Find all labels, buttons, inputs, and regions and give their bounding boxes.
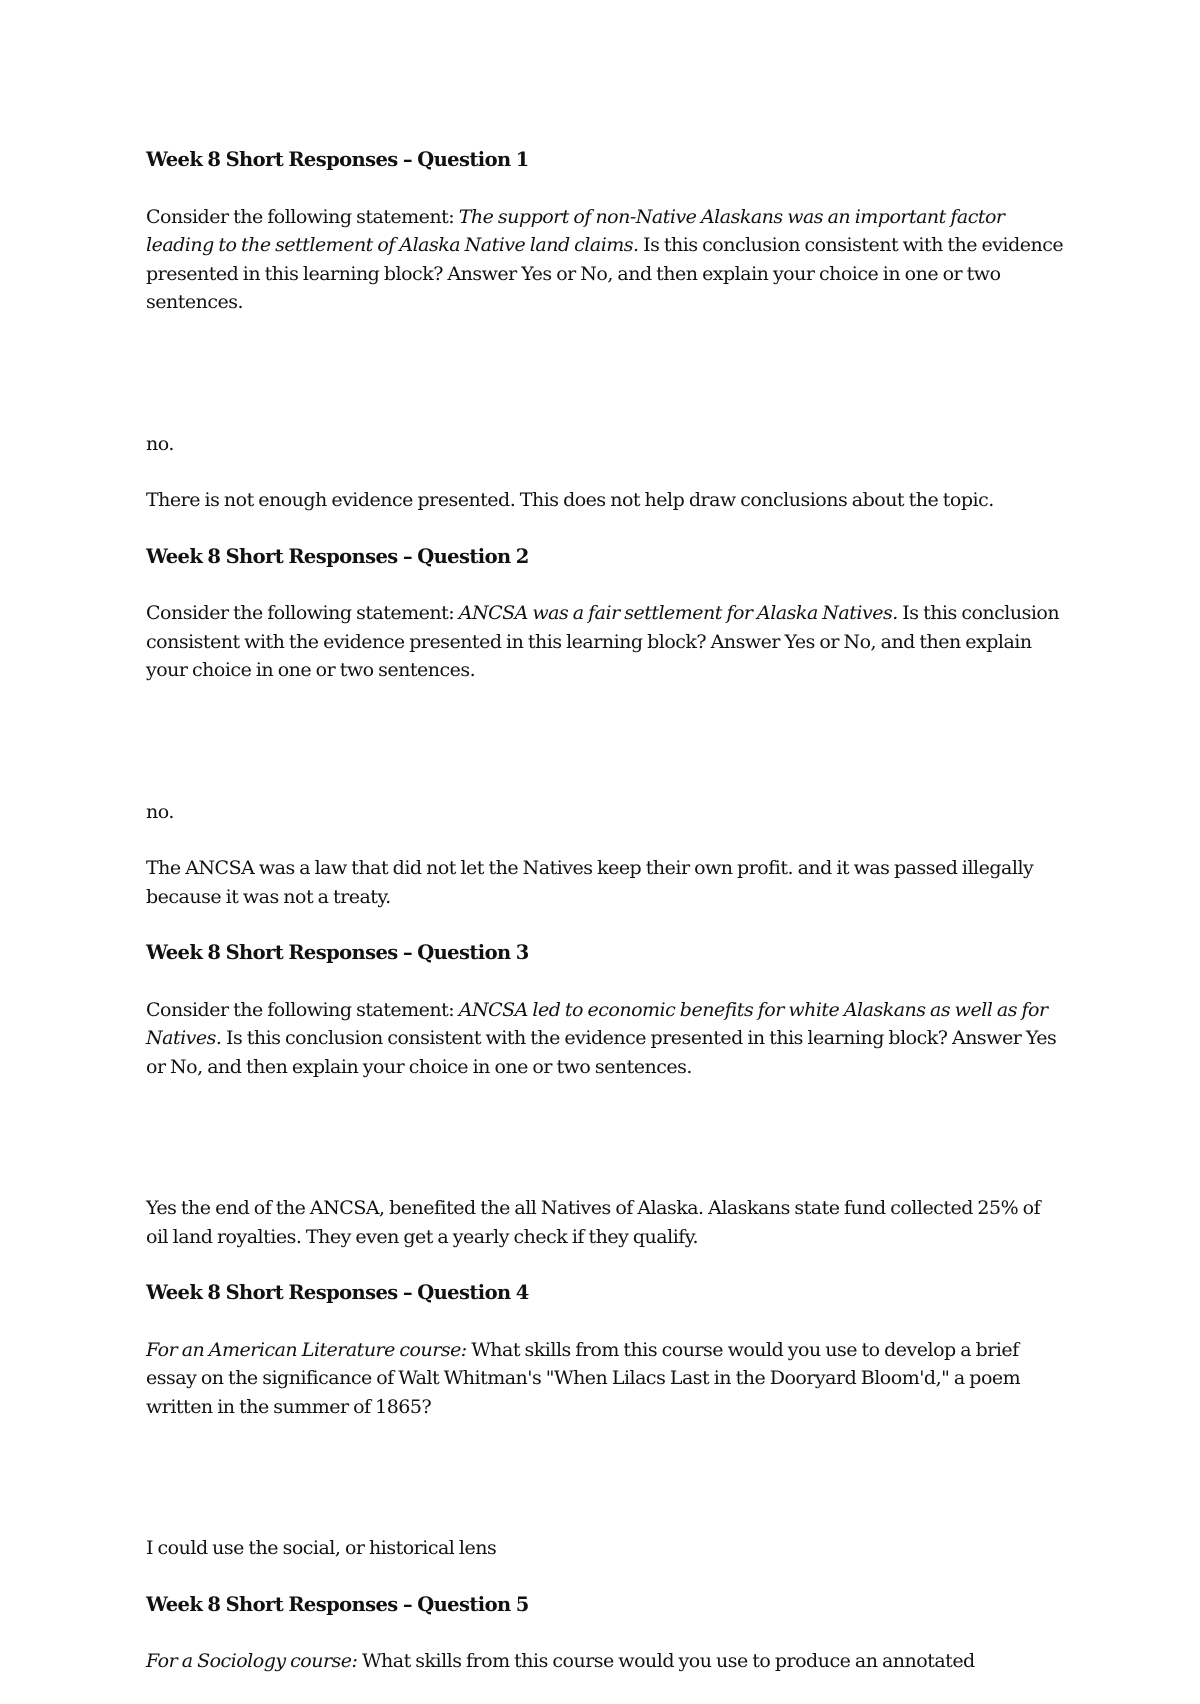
question-3-prompt-instructions: Is this conclusion consistent with the evidence presented in this learning block? Answer Yes or No, and then explain your choice in one or two sentences.: [146, 1027, 1057, 1078]
question-5-prompt-course: For a Sociology course:: [146, 1650, 358, 1672]
question-1-heading: Week 8 Short Responses – Question 1: [146, 148, 529, 171]
question-4-prompt: [146, 1336, 1066, 1422]
spacer: [146, 1449, 1066, 1534]
question-2-answer-explanation: The ANCSA was a law that did not let the Natives keep their own profit. and it was passed illegally because it was not a treaty.: [146, 857, 1034, 908]
question-4-heading: Week 8 Short Responses – Question 4: [146, 1281, 529, 1304]
question-2-prompt: [146, 599, 1066, 685]
question-2-heading: Week 8 Short Responses – Question 2: [146, 544, 529, 568]
spacer: [146, 713, 1066, 798]
question-3-heading: Week 8 Short Responses – Question 3: [146, 941, 529, 964]
question-2-prompt-statement: ANCSA was a fair settlement for Alaska Natives.: [458, 602, 898, 624]
question-4-answer: I could use the social, or historical lens: [146, 1537, 497, 1559]
question-1-prompt-statement: The support of non-Native Alaskans was an important factor leading to the settlement of Alaska Native land claims.: [146, 205, 1005, 256]
spacer: [146, 345, 1066, 430]
question-5-prompt: [146, 1647, 1066, 1676]
question-1-prompt-instructions: Is this conclusion consistent with the evidence presented in this learning block? Answer Yes or No, and then explain your choice in one or two sentences.: [146, 234, 1064, 313]
question-3-answer: Yes the end of the ANCSA, benefited the all Natives of Alaska. Alaskans state fund collected 25% of oil land royalties. They even get a yearly check if they qualify.: [146, 1197, 1041, 1248]
question-3-prompt: [146, 996, 1066, 1082]
document-body: [146, 146, 1066, 1704]
question-5-heading: Week 8 Short Responses – Question 5: [146, 1592, 529, 1616]
question-2-answer-short: no.: [146, 800, 174, 823]
question-4-prompt-course: For an American Literature course:: [146, 1338, 467, 1361]
question-4-prompt-question: What skills from this course would you use to develop a brief essay on the significance of Walt Whitman's "When Lilacs Last in the Dooryard Bloom'd," a poem written in the summer of 1865?: [146, 1338, 1021, 1418]
question-1-prompt-lead: Consider the following statement:: [146, 205, 459, 228]
question-3-prompt-lead: Consider the following statement:: [146, 998, 459, 1021]
question-2-prompt-instructions: Is this conclusion consistent with the evidence presented in this learning block? Answer Yes or No, and then explain your choice in one or two sentences.: [146, 602, 1060, 681]
question-1-prompt: [146, 203, 1066, 317]
question-1-answer-explanation: There is not enough evidence presented. This does not help draw conclusions about the topic.: [146, 489, 994, 511]
question-5-prompt-question: What skills from this course would you use to produce an annotated: [357, 1650, 975, 1672]
question-3-prompt-statement: ANCSA led to economic benefits for white Alaskans as well as for Natives.: [146, 998, 1048, 1049]
spacer: [146, 1109, 1066, 1194]
question-2-prompt-lead: Consider the following statement:: [146, 602, 459, 624]
question-1-answer-short: no.: [146, 432, 174, 455]
